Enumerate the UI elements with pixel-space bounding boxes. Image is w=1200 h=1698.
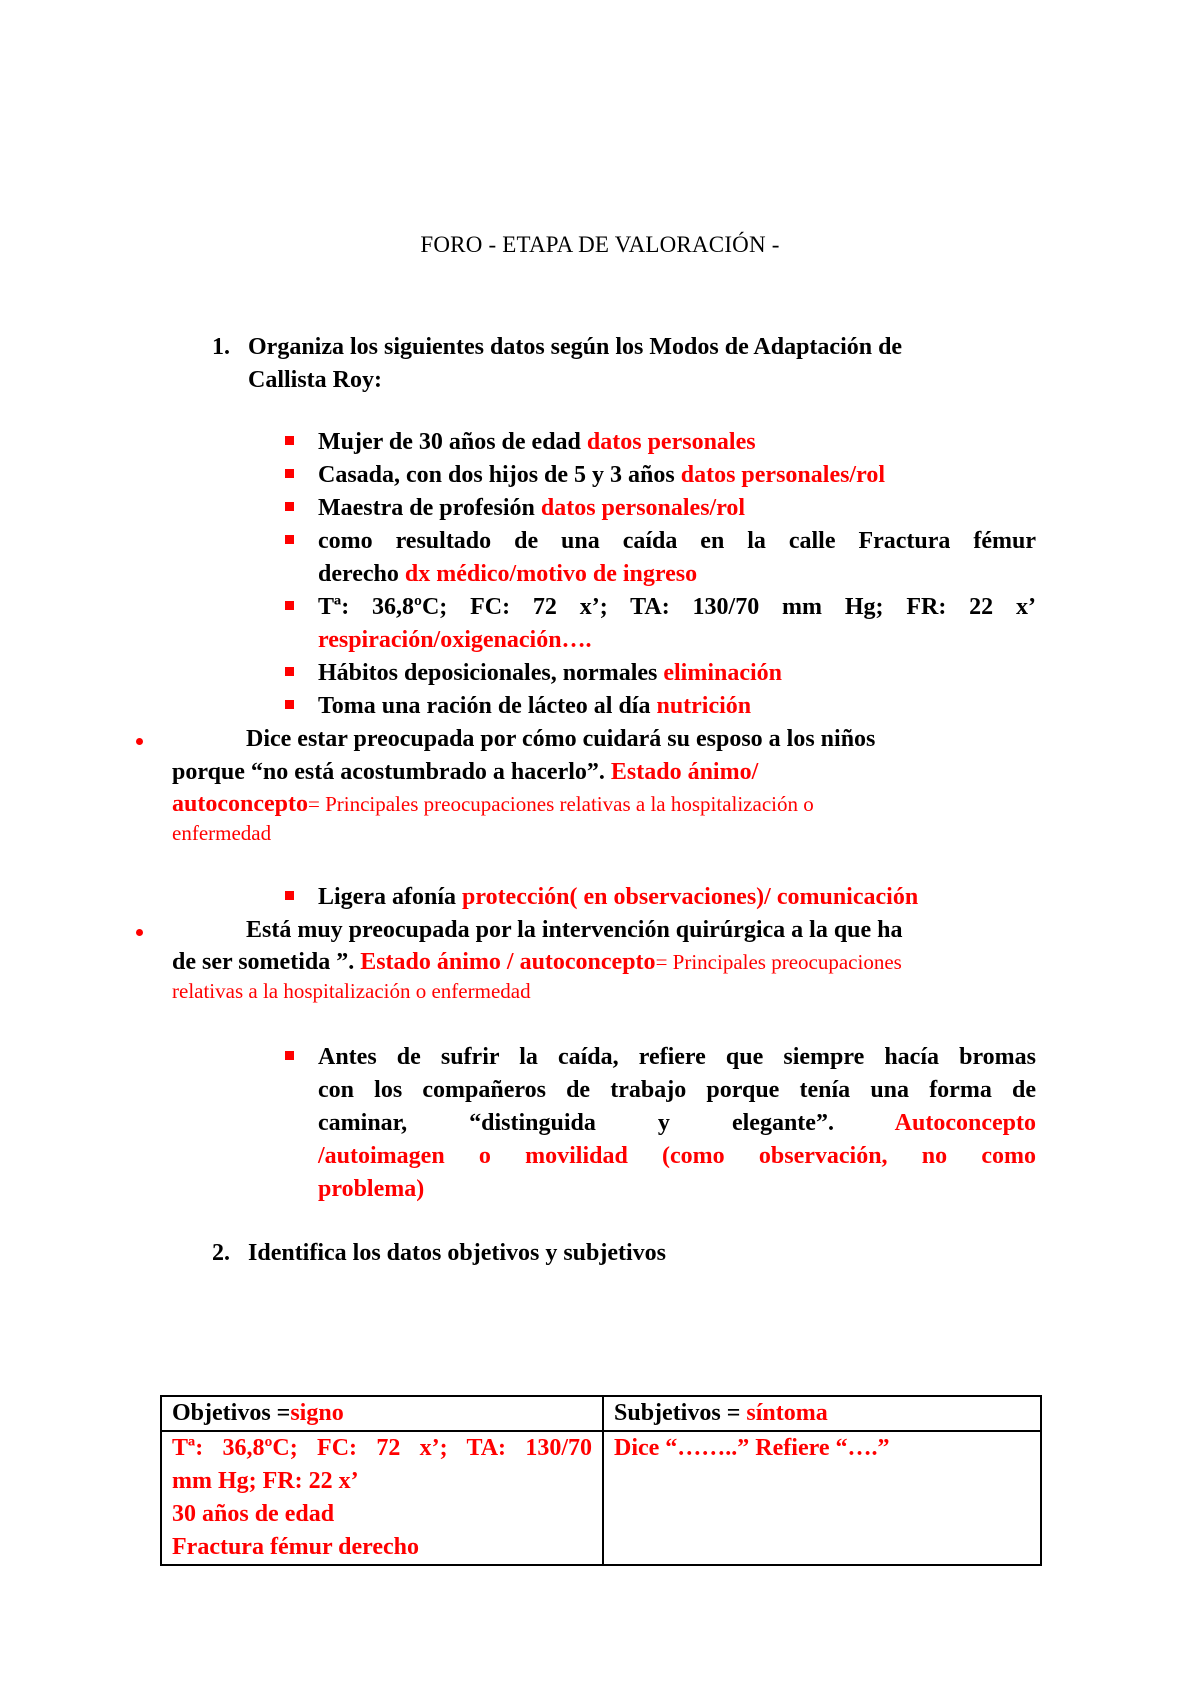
category-tag: Estado ánimo/ — [610, 759, 759, 785]
question-text-line: Callista Roy: — [248, 367, 382, 393]
category-tag: problema) — [318, 1176, 425, 1202]
question-number: 1. — [212, 334, 230, 360]
list-item: Tª: 36,8ºC; FC: 72 x’; TA: 130/70 mm Hg; FR: 22 x’ respiración/oxigenación…. — [318, 594, 1036, 653]
category-tag: respiración/oxigenación…. — [318, 627, 592, 653]
paragraph: Dice estar preocupada por cómo cuidará su esposo a los niños porque “no está acostumbrado a hacerlo”. Estado ánimo/ autoconcepto= Principales preocupaciones relativas a la hospitalización o enfermedad — [172, 723, 1052, 847]
category-tag: Estado ánimo / autoconcepto — [360, 949, 656, 975]
category-tag: /autoimagen o movilidad (como observación, no como — [318, 1143, 1036, 1169]
category-tag: eliminación — [663, 660, 783, 686]
list-item: Casada, con dos hijos de 5 y 3 años datos personales/rol — [318, 462, 885, 488]
bullet-square-icon — [285, 891, 294, 900]
note: enfermedad — [172, 821, 272, 845]
category-tag: nutrición — [656, 693, 752, 719]
paragraph: Está muy preocupada por la intervención quirúrgica a la que ha de ser sometida ”. Estado ánimo / autoconcepto= Principales preocupaciones relativas a la hospitalización o enfermedad — [172, 914, 1052, 1005]
category-tag: signo — [290, 1400, 344, 1426]
category-tag: protección( en observaciones)/ comunicación — [462, 884, 919, 910]
table-cell: Tª: 36,8ºC; FC: 72 x’; TA: 130/70 mm Hg; FR: 22 x’ 30 años de edad Fractura fémur derecho — [161, 1431, 603, 1565]
category-tag: datos personales/rol — [540, 495, 746, 521]
bullet-square-icon — [285, 469, 294, 478]
list-item: Ligera afonía protección( en observaciones)/ comunicación — [318, 884, 919, 910]
bullet-dot-icon — [136, 929, 143, 936]
table-cell: Dice “……..” Refiere “….” — [603, 1431, 1041, 1565]
bullet-square-icon — [285, 436, 294, 445]
table-header-row — [161, 1396, 1041, 1431]
question-text-line: Organiza los siguientes datos según los Modos de Adaptación de — [248, 334, 903, 360]
list-item: como resultado de una caída en la calle Fractura fémur derecho dx médico/motivo de ingreso — [318, 528, 1036, 587]
note: = Principales preocupaciones relativas a la hospitalización o — [307, 792, 814, 816]
category-tag: datos personales/rol — [680, 462, 885, 488]
bullet-square-icon — [285, 1051, 294, 1060]
category-tag: Autoconcepto — [894, 1110, 1036, 1136]
question-number: 2. — [212, 1240, 230, 1266]
list-item: Maestra de profesión datos personales/rol — [318, 495, 746, 521]
bullet-square-icon — [285, 700, 294, 709]
table-header-cell: Objetivos =signo — [161, 1396, 603, 1431]
question-text-line: Identifica los datos objetivos y subjetivos — [248, 1240, 667, 1266]
list-item: Mujer de 30 años de edad datos personales — [318, 429, 756, 455]
bullet-square-icon — [285, 535, 294, 544]
question-2 — [212, 1237, 1052, 1270]
bullet-square-icon — [285, 502, 294, 511]
category-tag: dx médico/motivo de ingreso — [404, 561, 698, 587]
table-row — [161, 1431, 1041, 1565]
list-item: Hábitos deposicionales, normales eliminación — [318, 660, 783, 686]
bullet-dot-icon — [136, 738, 143, 745]
data-table — [160, 1395, 1042, 1566]
question-1 — [212, 331, 1052, 397]
category-tag: síntoma — [746, 1400, 828, 1426]
table-header-cell: Subjetivos = síntoma — [603, 1396, 1041, 1431]
bullet-square-icon — [285, 667, 294, 676]
bullet-square-icon — [285, 601, 294, 610]
list-item: Antes de sufrir la caída, refiere que siempre hacía bromas con los compañeros de trabajo porque tenía una forma de caminar, “distinguida y elegante”. Autoconcepto /autoimagen o movilidad (como observación, no como problema) — [318, 1044, 1036, 1202]
note: = Principales preocupaciones — [655, 950, 902, 974]
category-tag: datos personales — [586, 429, 756, 455]
list-item: Toma una ración de lácteo al día nutrición — [318, 693, 752, 719]
note: relativas a la hospitalización o enfermedad — [172, 979, 531, 1003]
category-tag: autoconcepto — [172, 791, 308, 817]
page-title: FORO - ETAPA DE VALORACIÓN - — [420, 232, 780, 257]
